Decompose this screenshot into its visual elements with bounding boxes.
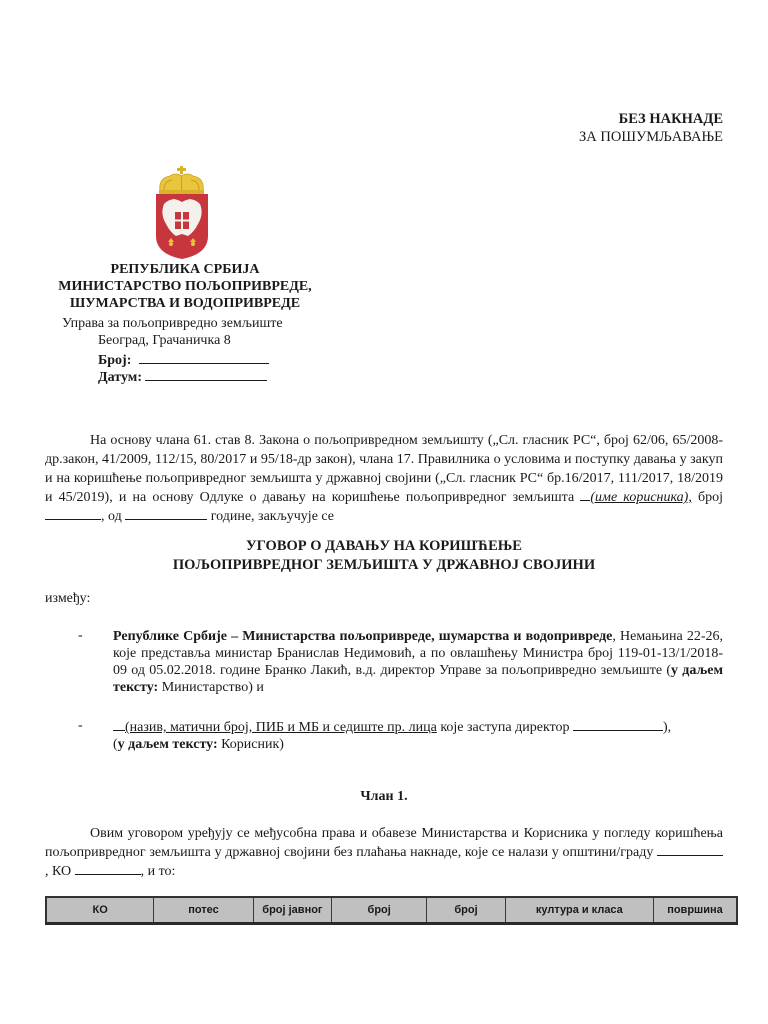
serbia-coat-of-arms-icon xyxy=(150,164,214,260)
concluded-text: године, закључује се xyxy=(207,509,335,524)
hereinafter-label: у даљем тексту: xyxy=(117,737,218,752)
from-text: , од xyxy=(101,509,126,524)
company-placeholder[interactable]: (назив, матични број, ПИБ и МБ и седиште пр. лица xyxy=(125,720,437,735)
col-culture-class: култура и класа xyxy=(505,897,653,924)
party-ministry xyxy=(113,628,723,696)
underscore-prefix xyxy=(113,718,125,731)
ko-label: , КО xyxy=(45,864,75,879)
date-label: Датум: xyxy=(98,370,142,385)
directorate-name: Управа за пољопривредно земљиште xyxy=(62,316,283,331)
municipality-blank[interactable] xyxy=(657,843,723,856)
col-number-2: број xyxy=(427,897,506,924)
number-blank[interactable] xyxy=(139,350,269,364)
contract-title-line2: ПОЉОПРИВРЕДНОГ ЗЕМЉИШТА У ДРЖАВНОЈ СВОЈИНИ xyxy=(172,557,596,573)
ko-blank[interactable] xyxy=(75,862,141,875)
decision-date-blank[interactable] xyxy=(125,507,207,520)
underscore-prefix xyxy=(580,488,590,501)
republic-heading: РЕПУБЛИКА СРБИЈА xyxy=(110,262,260,277)
number-text: број xyxy=(691,490,724,505)
user-name-placeholder[interactable]: (име корисника), xyxy=(590,490,692,505)
address: Београд, Грачаничка 8 xyxy=(98,333,231,348)
intro-paragraph xyxy=(45,431,723,526)
party-user: (назив, матични број, ПИБ и МБ и седиште пр. лица које заступа директор ), (у даљем тексту: Корисник) xyxy=(113,720,672,752)
afforestation-label: ЗА ПОШУМЉАВАЊЕ xyxy=(579,129,723,145)
ministry-heading-line2: ШУМАРСТВА И ВОДОПРИВРЕДЕ xyxy=(69,296,301,311)
list-dash: - xyxy=(78,628,83,643)
article-1-heading: Члан 1. xyxy=(360,789,408,804)
user-ref: Корисник) xyxy=(217,737,284,752)
col-area-name: потес xyxy=(154,897,253,924)
director-blank[interactable] xyxy=(573,718,663,731)
col-ko: КО xyxy=(46,897,154,924)
article-1-paragraph xyxy=(45,824,723,881)
decision-number-blank[interactable] xyxy=(45,507,101,520)
number-label: Број: xyxy=(98,353,132,368)
contract-title-line1: УГОВОР О ДАВАЊУ НА КОРИШЋЕЊЕ xyxy=(246,538,522,554)
col-surface: површина xyxy=(653,897,737,924)
close-paren: ), xyxy=(663,720,672,735)
director-text: које заступа директор xyxy=(436,720,573,735)
col-number-1: број xyxy=(332,897,427,924)
article-1-text: Овим уговором уређују се међусобна права и обавезе Министарства и Корисника у погледу коришћења пољопривредног земљишта у државној својини без плаћања накнаде, које се налази у општини/граду xyxy=(45,826,723,860)
col-public-number: број јавног xyxy=(253,897,331,924)
ministry-heading-line1: МИНИСТАРСТВО ПОЉОПРИВРЕДЕ, xyxy=(58,279,312,294)
intro-text: На основу члана 61. став 8. Закона о пољопривредном земљишту („Сл. гласник РС“, број 62/06, 65/2008-др.закон, 41/2009, 112/15, 80/2017 и 95/18-др закон), члана 17. Правилника о условима и поступку давања у закуп и на коришћење пољопривредног земљишта у државној својини („Сл. гласник РС“ бр.16/2017, 111/2017, 18/2019 и 45/2019), и на основу Одлуке о давању на коришћење пољопривредног земљишта xyxy=(45,433,723,505)
date-field xyxy=(98,367,267,386)
list-dash: - xyxy=(78,718,83,733)
between-label: између: xyxy=(45,591,91,606)
date-blank[interactable] xyxy=(145,367,267,381)
hereinafter-label: у даљем тексту: xyxy=(113,663,723,695)
ministry-ref: Министарство) и xyxy=(158,680,264,695)
land-parcels-table xyxy=(45,896,738,925)
ministry-details: , Немањина 22-26, које представља министар Бранислав Недимовић, а по овлашћењу Министра број 119-01-13/1/2018-09 од 05.02.2018. године Бранко Лакић, в.д. директор Управе за пољопривредно земљиште ( xyxy=(113,629,723,678)
table-header-row xyxy=(46,897,737,924)
free-of-charge-label: БЕЗ НАКНАДЕ xyxy=(618,111,723,127)
article-1-end: , и то: xyxy=(140,864,176,879)
ministry-name: Републике Србије – Министарства пољопривреде, шумарства и водопривреде xyxy=(113,629,613,644)
